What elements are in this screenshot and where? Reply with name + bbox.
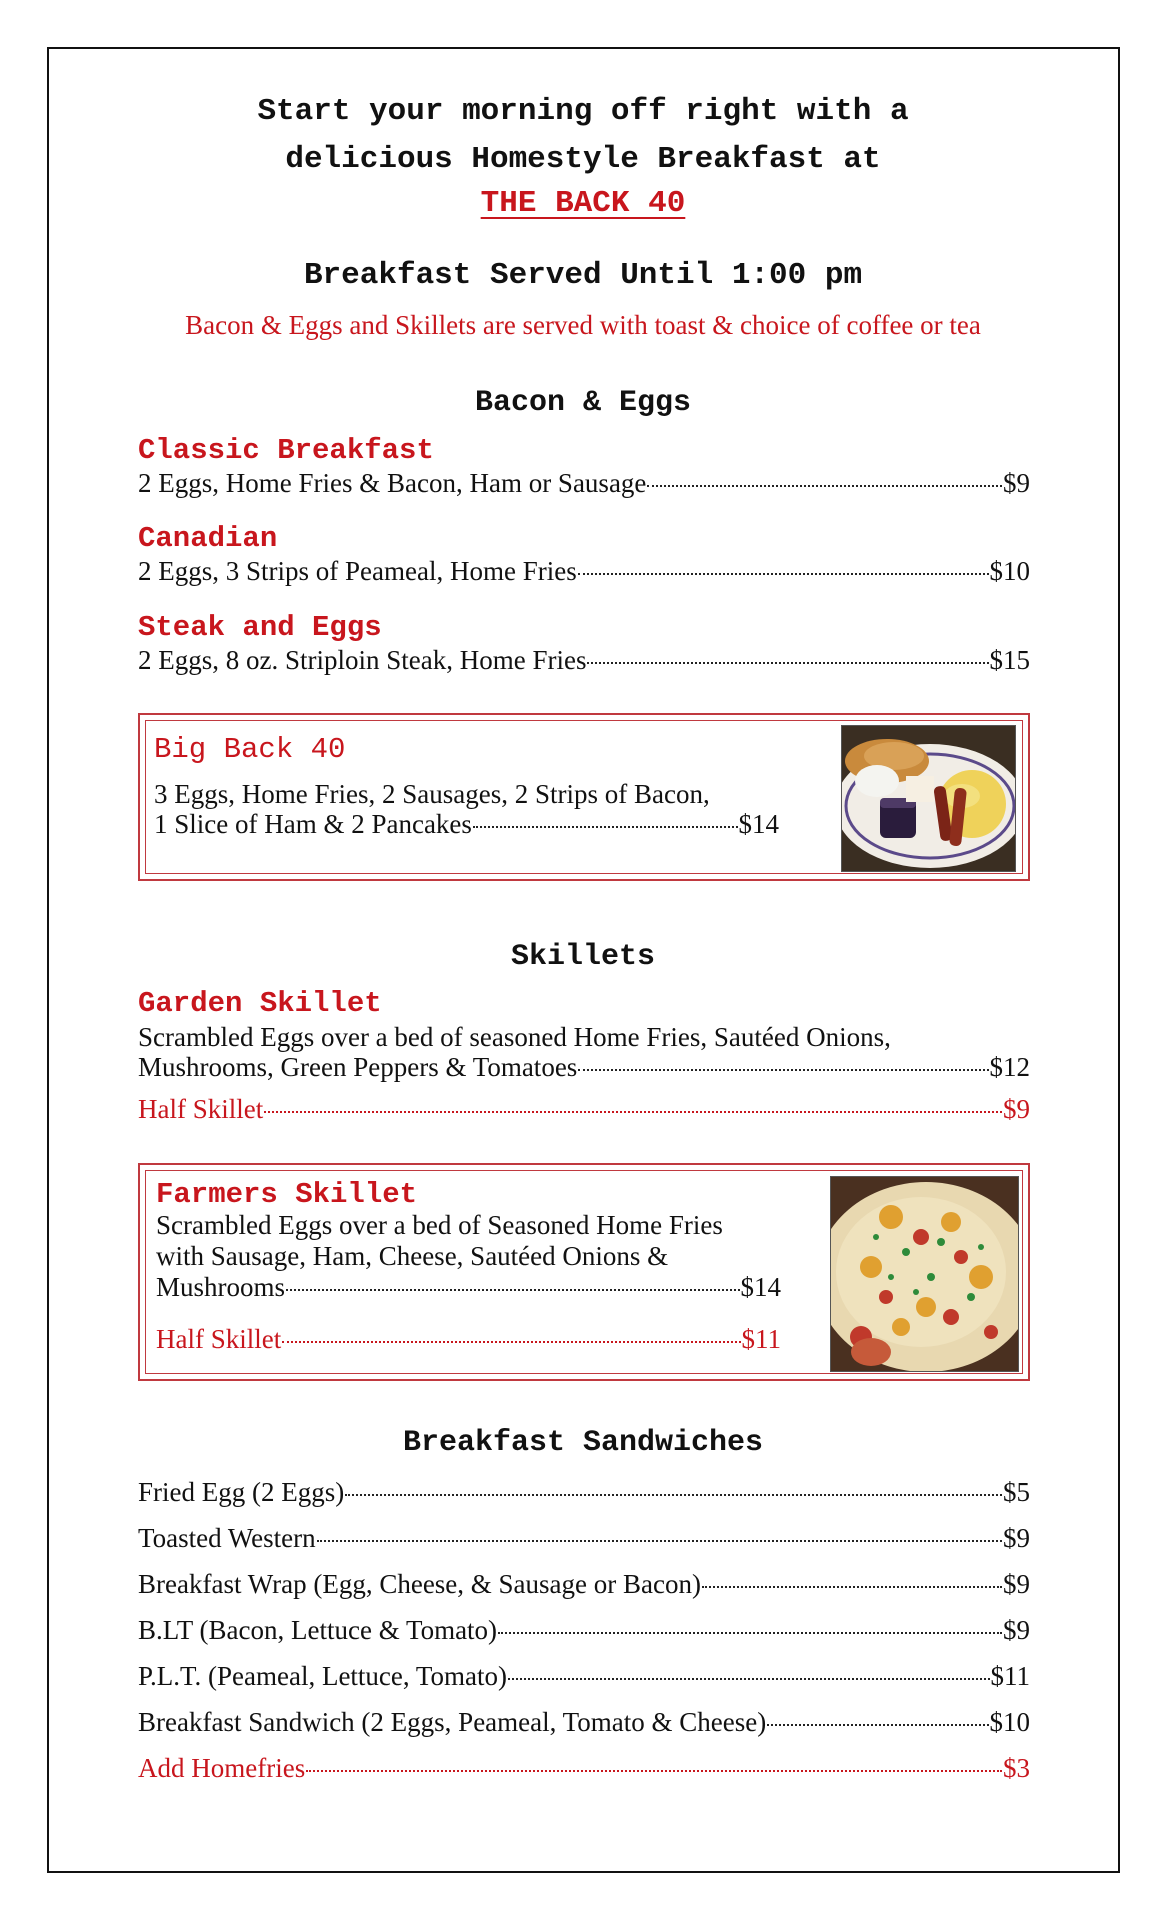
item-desc: 2 Eggs, 3 Strips of Peameal, Home Fries xyxy=(138,556,577,586)
leader-dots xyxy=(282,1341,740,1343)
item-title-canadian: Canadian xyxy=(138,522,278,555)
menu-item-canadian xyxy=(138,556,1030,587)
item-price: $14 xyxy=(738,809,779,839)
item-name: Breakfast Wrap (Egg, Cheese, & Sausage or Bacon) xyxy=(138,1569,701,1599)
garden-desc-line-2 xyxy=(138,1052,1030,1083)
item-price: $9 xyxy=(1003,1523,1030,1553)
sandwich-addon-homefries xyxy=(138,1753,1030,1784)
section-heading-sandwiches: Breakfast Sandwiches xyxy=(402,1426,764,1460)
leader-dots xyxy=(508,1678,990,1680)
item-price: $11 xyxy=(990,1661,1030,1691)
menu-item-classic xyxy=(138,468,1030,499)
leader-dots xyxy=(702,1586,1002,1588)
leader-dots xyxy=(578,573,989,575)
item-price: $15 xyxy=(989,645,1030,675)
leader-dots xyxy=(578,1069,988,1071)
sandwich-item-breakfast-sandwich xyxy=(138,1707,1030,1738)
section-heading-bacon-eggs: Bacon & Eggs xyxy=(474,386,692,420)
leader-dots xyxy=(317,1540,1002,1542)
addon-name: Add Homefries xyxy=(138,1753,306,1783)
item-price: $9 xyxy=(1003,468,1030,498)
addon-price: $3 xyxy=(1003,1753,1030,1783)
item-name: P.L.T. (Peameal, Lettuce, Tomato) xyxy=(138,1661,507,1691)
breakfast-platter-photo xyxy=(841,725,1016,872)
farmers-desc-line-2: with Sausage, Ham, Cheese, Sautéed Onions & xyxy=(156,1241,669,1271)
item-desc: 1 Slice of Ham & 2 Pancakes xyxy=(154,809,472,839)
feature-title-big-back-40: Big Back 40 xyxy=(154,733,346,766)
item-title-farmers-skillet: Farmers Skillet xyxy=(156,1178,418,1211)
item-name: Toasted Western xyxy=(138,1523,316,1553)
leader-dots xyxy=(264,1111,1002,1113)
item-name: Breakfast Sandwich (2 Eggs, Peameal, Tomato & Cheese) xyxy=(138,1707,767,1737)
item-desc: 2 Eggs, 8 oz. Striploin Steak, Home Fries xyxy=(138,645,587,675)
feature-desc-line-2 xyxy=(154,809,779,840)
half-label: Half Skillet xyxy=(156,1324,282,1354)
leader-dots xyxy=(473,826,738,828)
item-price: $10 xyxy=(989,1707,1030,1737)
item-price: $14 xyxy=(740,1272,781,1302)
half-price: $9 xyxy=(1003,1094,1030,1124)
sandwich-item-breakfast-wrap xyxy=(138,1569,1030,1600)
item-name: Fried Egg (2 Eggs) xyxy=(138,1477,345,1507)
sandwich-item-blt xyxy=(138,1615,1030,1646)
sandwich-item-toasted-western xyxy=(138,1523,1030,1554)
note-skillets: Skillets xyxy=(395,310,477,340)
item-price: $9 xyxy=(1003,1569,1030,1599)
intro-line-1: Start your morning off right with a xyxy=(257,94,909,129)
half-price: $11 xyxy=(741,1324,781,1354)
leader-dots xyxy=(286,1289,739,1291)
served-until: Breakfast Served Until 1:00 pm xyxy=(303,258,863,293)
item-desc: 2 Eggs, Home Fries & Bacon, Ham or Sausage xyxy=(138,468,647,498)
intro-line-2: delicious Homestyle Breakfast at xyxy=(285,142,881,177)
section-heading-skillets: Skillets xyxy=(510,940,656,974)
leader-dots xyxy=(345,1494,1002,1496)
feature-desc-line-1: 3 Eggs, Home Fries, 2 Sausages, 2 Strips of Bacon, xyxy=(154,779,710,809)
breakfast-platter-image xyxy=(842,726,1015,871)
note-rest: are served with toast & choice of coffee or tea xyxy=(476,310,981,340)
farmers-half-skillet xyxy=(156,1324,781,1355)
farmers-desc-line-3 xyxy=(156,1272,781,1303)
item-desc: Mushrooms xyxy=(156,1272,286,1302)
item-title-garden-skillet: Garden Skillet xyxy=(138,987,382,1020)
leader-dots xyxy=(306,1770,1002,1772)
item-price: $5 xyxy=(1003,1477,1030,1507)
leader-dots xyxy=(587,662,988,664)
item-price: $12 xyxy=(989,1052,1030,1082)
note-and: and xyxy=(342,310,396,340)
menu-item-steak xyxy=(138,645,1030,676)
garden-desc-line-1: Scrambled Eggs over a bed of seasoned Home Fries, Sautéed Onions, xyxy=(138,1022,891,1052)
leader-dots xyxy=(647,485,1002,487)
item-price: $9 xyxy=(1003,1615,1030,1645)
sandwich-item-plt xyxy=(138,1661,1030,1692)
leader-dots xyxy=(767,1724,988,1726)
service-note xyxy=(0,310,1166,341)
farmers-skillet-photo xyxy=(830,1176,1019,1372)
leader-dots xyxy=(498,1632,1002,1634)
brand-name: THE BACK 40 xyxy=(480,186,686,221)
garden-half-skillet xyxy=(138,1094,1030,1125)
item-desc: Mushrooms, Green Peppers & Tomatoes xyxy=(138,1052,578,1082)
item-name: B.LT (Bacon, Lettuce & Tomato) xyxy=(138,1615,498,1645)
brand-name-wrap xyxy=(0,186,1166,221)
item-title-steak: Steak and Eggs xyxy=(138,611,382,644)
skillet-dish-image xyxy=(831,1177,1018,1371)
half-label: Half Skillet xyxy=(138,1094,264,1124)
item-price: $10 xyxy=(989,556,1030,586)
farmers-desc-line-1: Scrambled Eggs over a bed of Seasoned Home Fries xyxy=(156,1210,723,1240)
sandwich-item-fried-egg xyxy=(138,1477,1030,1508)
item-title-classic: Classic Breakfast xyxy=(138,434,434,467)
note-bacon-eggs: Bacon & Eggs xyxy=(185,310,343,340)
